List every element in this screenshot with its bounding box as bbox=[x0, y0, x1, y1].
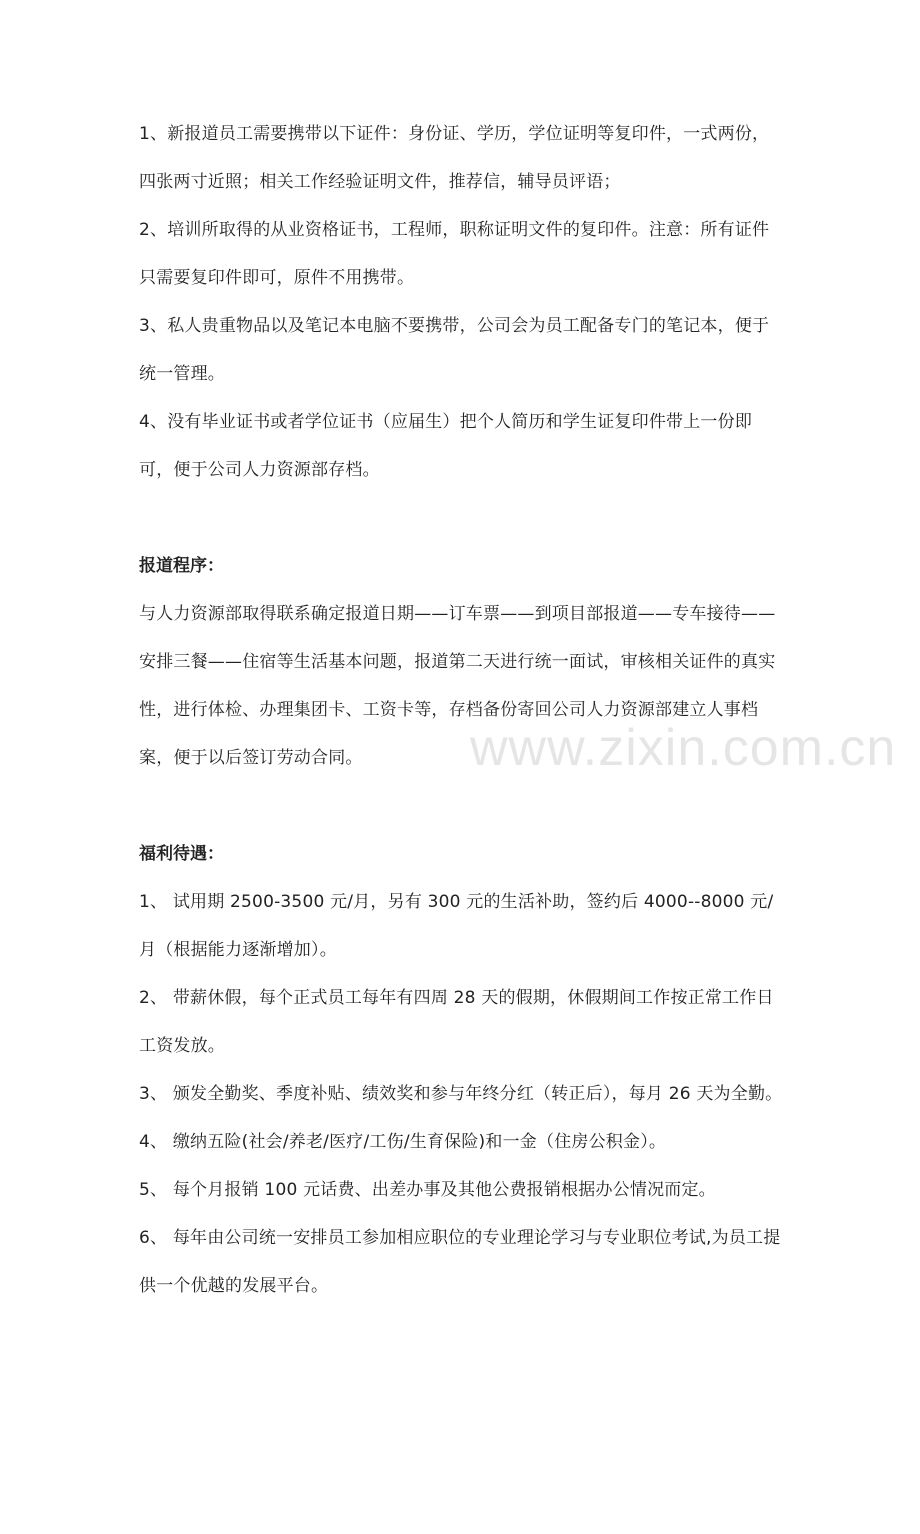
site-watermark: www.zixin.com.cn bbox=[470, 719, 897, 777]
benefit-item-6: 6、 每年由公司统一安排员工参加相应职位的专业理论学习与专业职位考试,为员工提供一个优越的发展平台。 bbox=[139, 1228, 781, 1296]
benefit-item-5: 5、 每个月报销 100 元话费、出差办事及其他公费报销根据办公情况而定。 bbox=[139, 1180, 716, 1200]
benefit-item-2: 2、 带薪休假，每个正式员工每年有四周 28 天的假期，休假期间工作按正常工作日工资发放。 bbox=[139, 988, 774, 1056]
procedure-heading: 报道程序： bbox=[139, 556, 224, 576]
benefit-item-3: 3、 颁发全勤奖、季度补贴、绩效奖和参与年终分红（转正后），每月 26 天为全勤。 bbox=[139, 1084, 783, 1104]
document-body bbox=[139, 110, 784, 1310]
section-spacer bbox=[139, 782, 784, 830]
docs-item-4: 4、没有毕业证书或者学位证书（应届生）把个人简历和学生证复印件带上一份即可，便于公司人力资源部存档。 bbox=[139, 412, 753, 480]
docs-item-1: 1、新报道员工需要携带以下证件：身份证、学历，学位证明等复印件，一式两份，四张两寸近照；相关工作经验证明文件，推荐信，辅导员评语； bbox=[139, 124, 770, 192]
benefit-item-4: 4、 缴纳五险(社会/养老/医疗/工伤/生育保险)和一金（住房公积金）。 bbox=[139, 1132, 667, 1152]
benefit-item-1: 1、 试用期 2500-3500 元/月，另有 300 元的生活补助，签约后 4000--8000 元/月（根据能力逐渐增加）。 bbox=[139, 892, 774, 960]
docs-item-3: 3、私人贵重物品以及笔记本电脑不要携带，公司会为员工配备专门的笔记本，便于统一管理。 bbox=[139, 316, 770, 384]
benefits-heading: 福利待遇： bbox=[139, 844, 224, 864]
docs-item-2: 2、培训所取得的从业资格证书，工程师，职称证明文件的复印件。注意：所有证件只需要复印件即可，原件不用携带。 bbox=[139, 220, 770, 288]
procedure-text: 与人力资源部取得联系确定报道日期——订车票——到项目部报道——专车接待——安排三餐——住宿等生活基本问题，报道第二天进行统一面试，审核相关证件的真实性，进行体检、办理集团卡、工资卡等，存档备份寄回公司人力资源部建立人事档案，便于以后签订劳动合同。 bbox=[139, 604, 776, 768]
section-spacer bbox=[139, 494, 784, 542]
